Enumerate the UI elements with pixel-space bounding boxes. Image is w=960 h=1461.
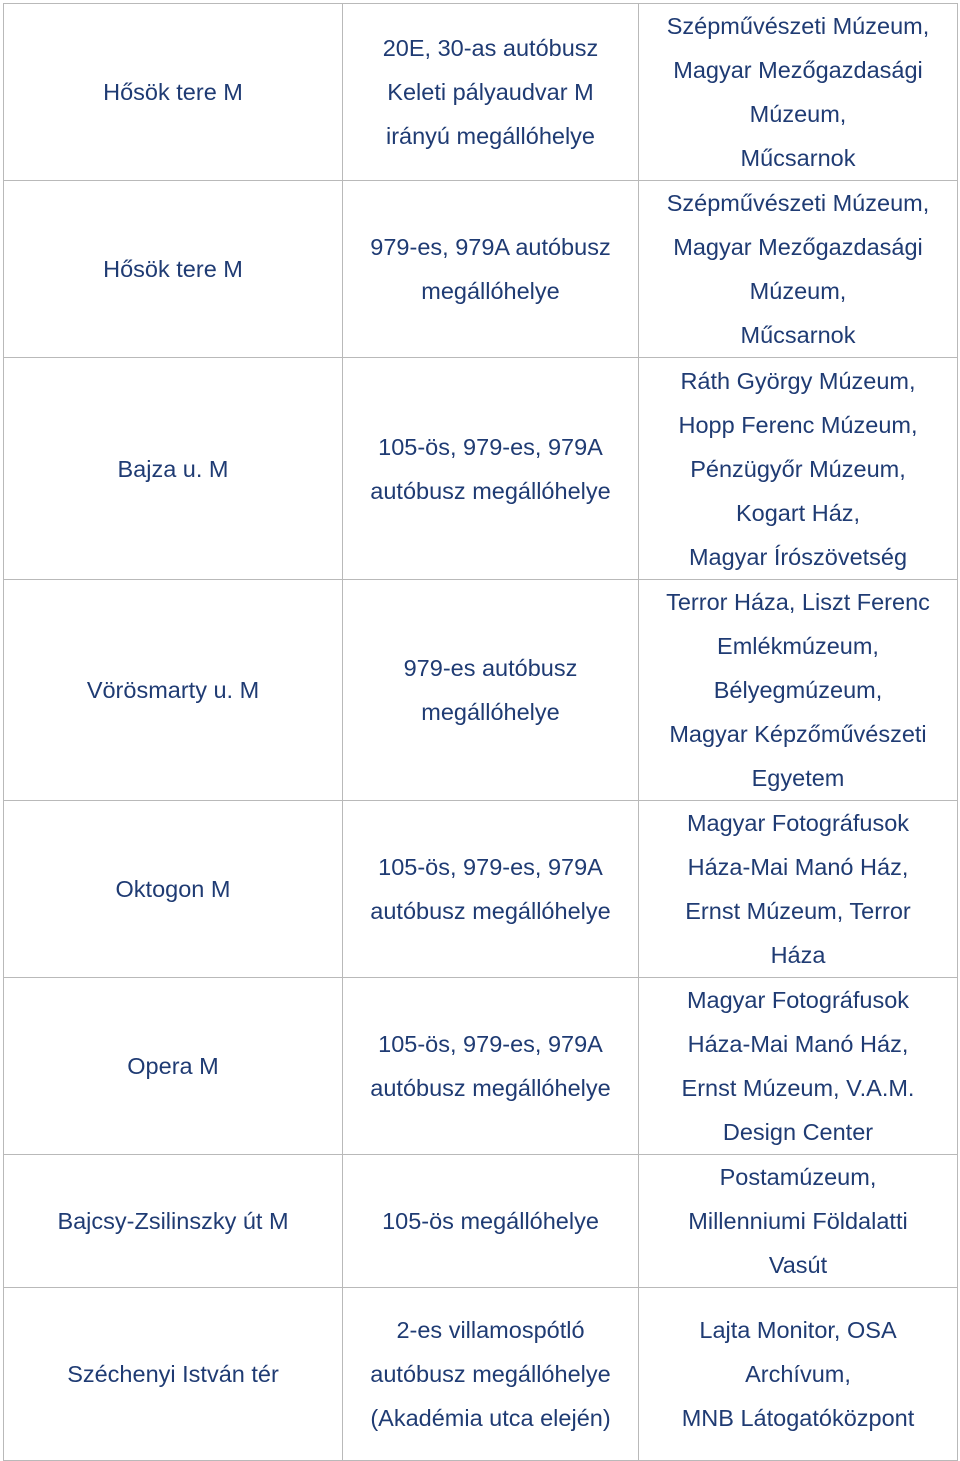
- stop-line: 105-ös, 979-es, 979A: [378, 854, 603, 880]
- sights-cell: [639, 978, 958, 1155]
- stop-line: megállóhelye: [421, 278, 560, 304]
- sight-line: Műcsarnok: [740, 145, 856, 171]
- station-cell: [4, 4, 343, 181]
- sight-line: Design Center: [722, 1119, 874, 1145]
- stop-cell: [343, 1288, 639, 1461]
- table-row: [4, 580, 958, 801]
- sight-line: MNB Látogatóközpont: [681, 1405, 915, 1431]
- stop-line: 979-es, 979A autóbusz: [370, 234, 611, 260]
- station-name: Széchenyi István tér: [67, 1361, 279, 1387]
- stop-line: autóbusz megállóhelye: [370, 477, 611, 504]
- table-row: [4, 4, 958, 181]
- sight-line: Ernst Múzeum, Terror: [685, 898, 911, 924]
- stop-line: (Akadémia utca elején): [370, 1405, 611, 1431]
- sights-cell: [639, 1288, 958, 1461]
- sight-line: Magyar Képzőművészeti: [669, 721, 927, 747]
- sight-line: Egyetem: [751, 765, 845, 791]
- sight-line: Háza: [770, 942, 826, 968]
- sights-cell: [639, 580, 958, 801]
- station-cell: [4, 801, 343, 978]
- sight-line: Lajta Monitor, OSA: [699, 1317, 897, 1343]
- sight-line: Emlékmúzeum,: [717, 633, 879, 659]
- station-cell: [4, 358, 343, 580]
- sight-line: Magyar Fotográfusok: [686, 987, 910, 1013]
- station-cell: [4, 580, 343, 801]
- stop-line: 105-ös megállóhelye: [382, 1208, 599, 1234]
- sights-cell: [639, 801, 958, 978]
- station-name: Hősök tere M: [103, 256, 243, 282]
- stop-line: 105-ös, 979-es, 979A: [378, 1031, 603, 1057]
- station-name: Bajcsy-Zsilinszky út M: [57, 1208, 289, 1234]
- sight-line: Magyar Mezőgazdasági: [673, 57, 923, 83]
- sight-line: Műcsarnok: [740, 322, 856, 348]
- sight-line: Szépművészeti Múzeum,: [666, 190, 930, 216]
- sight-line: Múzeum,: [749, 101, 847, 127]
- sight-line: Ráth György Múzeum,: [680, 367, 916, 394]
- station-cell: [4, 1155, 343, 1288]
- stop-line: megállóhelye: [421, 699, 560, 725]
- stop-cell: [343, 580, 639, 801]
- table-row: [4, 801, 958, 978]
- sight-line: Háza-Mai Manó Ház,: [687, 1031, 909, 1057]
- sight-line: Magyar Mezőgazdasági: [673, 234, 923, 260]
- sight-line: Vasút: [768, 1252, 828, 1278]
- station-name: Oktogon M: [115, 876, 231, 902]
- station-cell: [4, 978, 343, 1155]
- stop-line: 20E, 30-as autóbusz: [382, 35, 599, 61]
- stop-line: 2-es villamospótló: [396, 1317, 585, 1343]
- table-row: [4, 978, 958, 1155]
- sight-line: Magyar Írószövetség: [688, 543, 908, 570]
- stop-cell: [343, 358, 639, 580]
- stop-cell: [343, 4, 639, 181]
- table-body: [4, 4, 958, 1461]
- sights-cell: [639, 4, 958, 181]
- sight-line: Archívum,: [745, 1361, 851, 1387]
- sight-line: Millenniumi Földalatti: [688, 1208, 908, 1234]
- stop-line: Keleti pályaudvar M: [387, 79, 594, 105]
- station-name: Hősök tere M: [103, 79, 243, 105]
- sight-line: Ernst Múzeum, V.A.M.: [681, 1075, 915, 1101]
- sight-line: Kogart Ház,: [735, 499, 861, 526]
- station-cell: [4, 181, 343, 358]
- stop-cell: [343, 1155, 639, 1288]
- sight-line: Múzeum,: [749, 278, 847, 304]
- sights-cell: [639, 181, 958, 358]
- sight-line: Pénzügyőr Múzeum,: [690, 455, 906, 482]
- sight-line: Háza-Mai Manó Ház,: [687, 854, 909, 880]
- stop-line: autóbusz megállóhelye: [370, 898, 611, 924]
- table-row: [4, 181, 958, 358]
- stop-cell: [343, 801, 639, 978]
- table-row: [4, 358, 958, 580]
- sights-cell: [639, 1155, 958, 1288]
- stop-line: irányú megállóhelye: [385, 123, 595, 149]
- station-name: Opera M: [127, 1053, 219, 1079]
- station-cell: [4, 1288, 343, 1461]
- station-name: Bajza u. M: [117, 455, 229, 482]
- stop-line: autóbusz megállóhelye: [370, 1075, 611, 1101]
- sight-line: Terror Háza, Liszt Ferenc: [666, 589, 930, 615]
- stop-line: autóbusz megállóhelye: [370, 1361, 611, 1387]
- station-name: Vörösmarty u. M: [86, 677, 260, 703]
- sight-line: Bélyegmúzeum,: [713, 677, 883, 703]
- stop-cell: [343, 978, 639, 1155]
- sight-line: Szépművészeti Múzeum,: [666, 13, 930, 39]
- stop-line: 979-es autóbusz: [403, 655, 578, 681]
- sight-line: Magyar Fotográfusok: [686, 810, 910, 836]
- table-row: [4, 1288, 958, 1461]
- table-row: [4, 1155, 958, 1288]
- sight-line: Postamúzeum,: [719, 1164, 877, 1190]
- museum-stops-table: [3, 3, 958, 1461]
- stop-line: 105-ös, 979-es, 979A: [378, 433, 603, 460]
- stop-cell: [343, 181, 639, 358]
- sights-cell: [639, 358, 958, 580]
- sight-line: Hopp Ferenc Múzeum,: [678, 411, 918, 438]
